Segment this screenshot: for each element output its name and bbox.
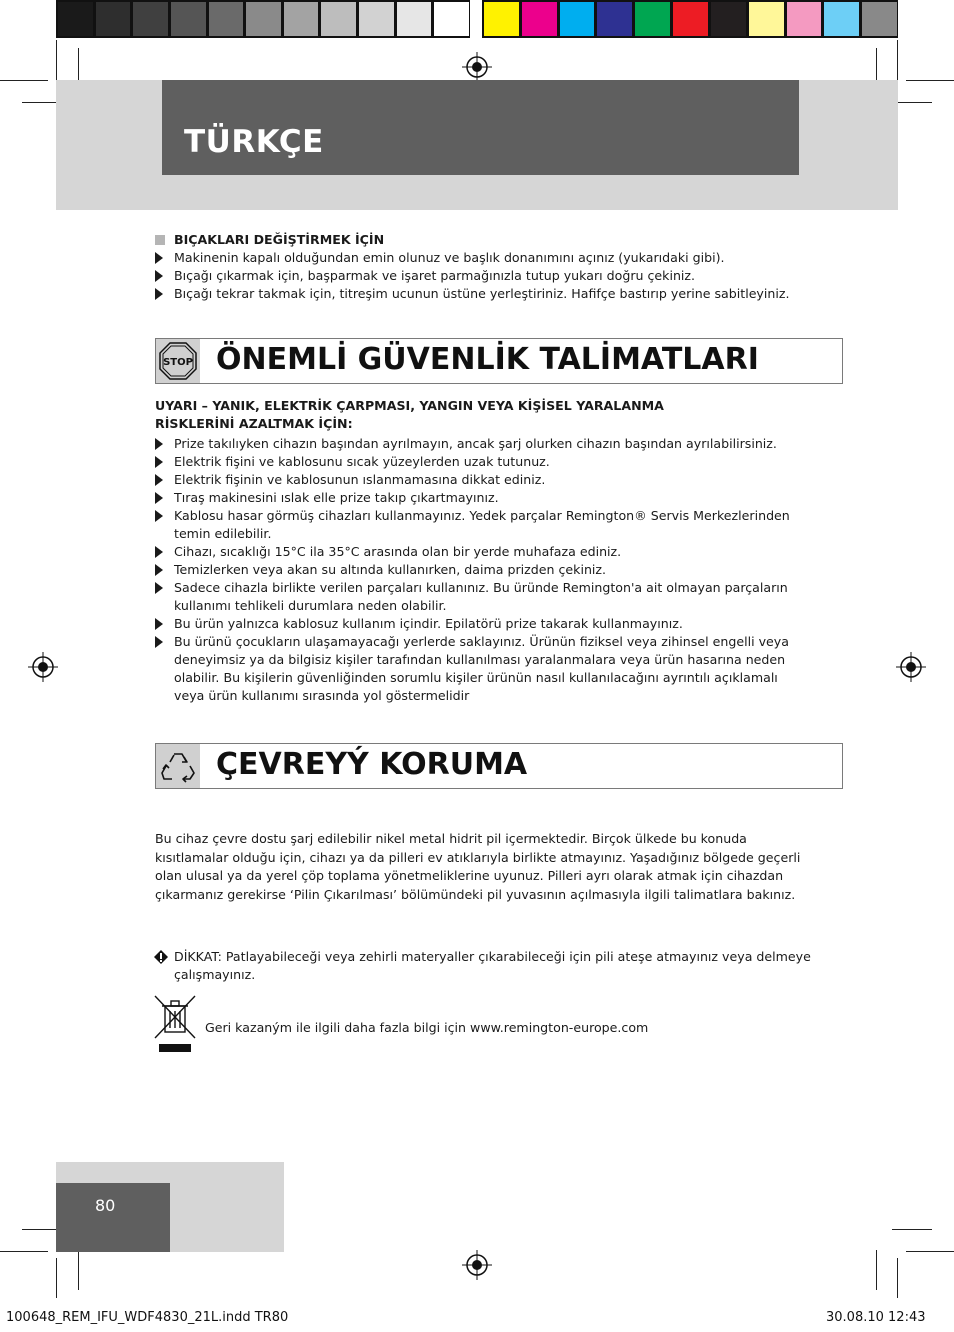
safety-title: ÖNEMLİ GÜVENLİK TALİMATLARI (216, 342, 759, 377)
gray-swatch (246, 2, 281, 36)
color-swatch (484, 2, 519, 36)
safety-item-line: Cihazı, sıcaklığı 15°C ila 35°C arasında olan bir yerde muhafaza ediniz. (174, 544, 622, 559)
crop-mark (892, 1229, 932, 1230)
recycle-info-text: Geri kazaným ile ilgili daha fazla bilgi için www.remington-europe.com (205, 1020, 649, 1035)
crop-mark (906, 80, 954, 81)
safety-item-line: Prize takılıyken cihazın başından ayrılmayın, ancak şarj olurken cihazın başından ayrılabilirsiniz. (174, 436, 777, 451)
safety-section-header (155, 338, 843, 384)
environment-section-header (155, 743, 843, 789)
registration-mark-left (28, 652, 58, 682)
bullet-arrow-icon (155, 564, 163, 576)
gray-swatch (284, 2, 319, 36)
gray-swatch (397, 2, 432, 36)
gray-swatch (209, 2, 244, 36)
crop-mark (906, 1251, 954, 1252)
environment-paragraph-line: kısıtlamalar olduğu için, cihazı ya da pilleri ev atıklarıyla birlikte atmayınız. Yaşadığınız bölgede geçerli (155, 849, 801, 865)
safety-item-line: Elektrik fişini ve kablosunu sıcak yüzeylerden uzak tutunuz. (174, 454, 550, 469)
environment-paragraph-line: çıkarmanız gerekirse ‘Pilin Çıkarılması’ bölümündeki pil yuvasının açılmasıyla ilgili talimatlara bakınız. (155, 886, 796, 902)
crop-mark (56, 1258, 57, 1298)
page-number: 80 (95, 1196, 116, 1215)
gray-swatch (321, 2, 356, 36)
bullet-arrow-icon (155, 252, 163, 264)
bullet-arrow-icon (155, 618, 163, 630)
section-bullet-square (155, 235, 165, 245)
bullet-arrow-icon (155, 636, 163, 648)
safety-item-line: Bu ürünü çocukların ulaşamayacağı yerlerde saklayınız. Ürünün fiziksel veya zihinsel engelli veya (174, 634, 789, 649)
safety-item-line: olabilir. Bu kişilerin güvenliğinden sorumlu kişiler ürünün nasıl kullanılacağını ayrıntılı açıklamalı (174, 670, 778, 685)
bullet-arrow-icon (155, 510, 163, 522)
color-swatch (824, 2, 859, 36)
safety-item-line: Kablosu hasar görmüş cihazları kullanmayınız. Yedek parçalar Remington® Servis Merkezlerinden (174, 508, 790, 523)
stop-icon (156, 339, 200, 383)
safety-warning-line1: UYARI – YANIK, ELEKTRİK ÇARPMASI, YANGIN VEYA KİŞİSEL YARALANMA (155, 398, 664, 413)
gray-swatch (434, 2, 469, 36)
crop-mark (78, 1250, 79, 1290)
bullet-arrow-icon (155, 546, 163, 558)
safety-item-line: kullanımı tehlikeli durumlara neden olabilir. (174, 598, 447, 613)
bullet-arrow-icon (155, 438, 163, 450)
footer-date-time: 30.08.10 12:43 (826, 1310, 926, 1325)
bullet-arrow-icon (155, 288, 163, 300)
registration-mark-right (896, 652, 926, 682)
recycle-icon-box (156, 744, 200, 788)
blades-heading: BIÇAKLARI DEĞİŞTİRMEK İÇİN (174, 232, 385, 247)
caution-icon (153, 949, 169, 965)
environment-title: ÇEVREYÝ KORUMA (216, 747, 528, 782)
crop-mark (56, 40, 57, 80)
page-number-box (56, 1183, 170, 1252)
bullet-arrow-icon (155, 270, 163, 282)
registration-mark-bottom (462, 1250, 492, 1280)
safety-item-line: veya ürün kullanımı sırasında yol göstermelidir (174, 688, 470, 703)
registration-mark-top (462, 52, 492, 82)
stop-icon-label: STOP (163, 357, 193, 368)
color-swatch (749, 2, 784, 36)
blades-item: Makinenin kapalı olduğundan emin olunuz ve başlık donanımını açınız (yukarıdaki gibi). (174, 250, 725, 265)
safety-item-line: Sadece cihazla birlikte verilen parçaları kullanınız. Bu üründe Remington'a ait olmayan parçaların (174, 580, 788, 595)
safety-item-line: Elektrik fişinin ve kablosunun ıslanmamasına dikkat ediniz. (174, 472, 546, 487)
safety-item-line: deneyimsiz ya da bilgisiz kişiler tarafından kullanılması yaralanmalara veya ürün hasarına neden (174, 652, 786, 667)
stop-icon-box (156, 339, 200, 383)
footer-file-info: 100648_REM_IFU_WDF4830_21L.indd TR80 (6, 1310, 289, 1325)
bullet-arrow-icon (155, 456, 163, 468)
caution-line2: çalışmayınız. (174, 967, 256, 982)
environment-paragraph-line: olan ulusal ya da yerel çöp toplama yönetmeliklerine uyunuz. Pilleri ayrı olarak atmak için cihazdan (155, 868, 784, 883)
crop-mark (897, 1258, 898, 1298)
bullet-arrow-icon (155, 582, 163, 594)
crop-mark (0, 80, 48, 81)
caution-line1: DİKKAT: Patlayabileceği veya zehirli materyaller çıkarabileceği için pili ateşe atmayınız veya delmeye (174, 949, 811, 964)
weee-bin-icon (153, 994, 197, 1054)
safety-warning-line2: RİSKLERİNİ AZALTMAK İÇİN: (155, 416, 353, 431)
color-swatch (787, 2, 822, 36)
crop-mark (892, 102, 932, 103)
safety-item-line: Tıraş makinesini ıslak elle prize takıp çıkartmayınız. (174, 490, 499, 505)
blades-item: Bıçağı çıkarmak için, başparmak ve işaret parmağınızla tutup yukarı doğru çekiniz. (174, 268, 696, 283)
gray-swatch (359, 2, 394, 36)
color-swatch (597, 2, 632, 36)
safety-item-line: Temizlerken veya akan su altında kullanırken, daima prizden çekiniz. (174, 562, 607, 577)
crop-mark (897, 40, 898, 80)
gray-swatch (171, 2, 206, 36)
safety-item-line: temin edilebilir. (174, 526, 272, 541)
bullet-arrow-icon (155, 492, 163, 504)
recycle-icon (156, 744, 200, 788)
color-swatch (862, 2, 897, 36)
gray-swatch (58, 2, 93, 36)
gray-swatch (133, 2, 168, 36)
crop-mark (876, 1250, 877, 1290)
environment-paragraph-line: Bu cihaz çevre dostu şarj edilebilir nikel metal hidrit pil içermektedir. Birçok ülkede bu konuda (155, 831, 747, 846)
color-swatch (711, 2, 746, 36)
page-title: TÜRKÇE (184, 124, 324, 160)
color-swatch (560, 2, 595, 36)
crop-mark (0, 1251, 48, 1252)
gray-swatch (96, 2, 131, 36)
safety-item-line: Bu ürün yalnızca kablosuz kullanım içindir. Epilatörü prize takarak kullanmayınız. (174, 616, 683, 631)
color-swatch (673, 2, 708, 36)
blades-item: Bıçağı tekrar takmak için, titreşim ucunun üstüne yerleştiriniz. Hafifçe bastırıp yerine sabitleyiniz. (174, 286, 790, 301)
bullet-arrow-icon (155, 474, 163, 486)
color-swatch (522, 2, 557, 36)
color-swatch (635, 2, 670, 36)
